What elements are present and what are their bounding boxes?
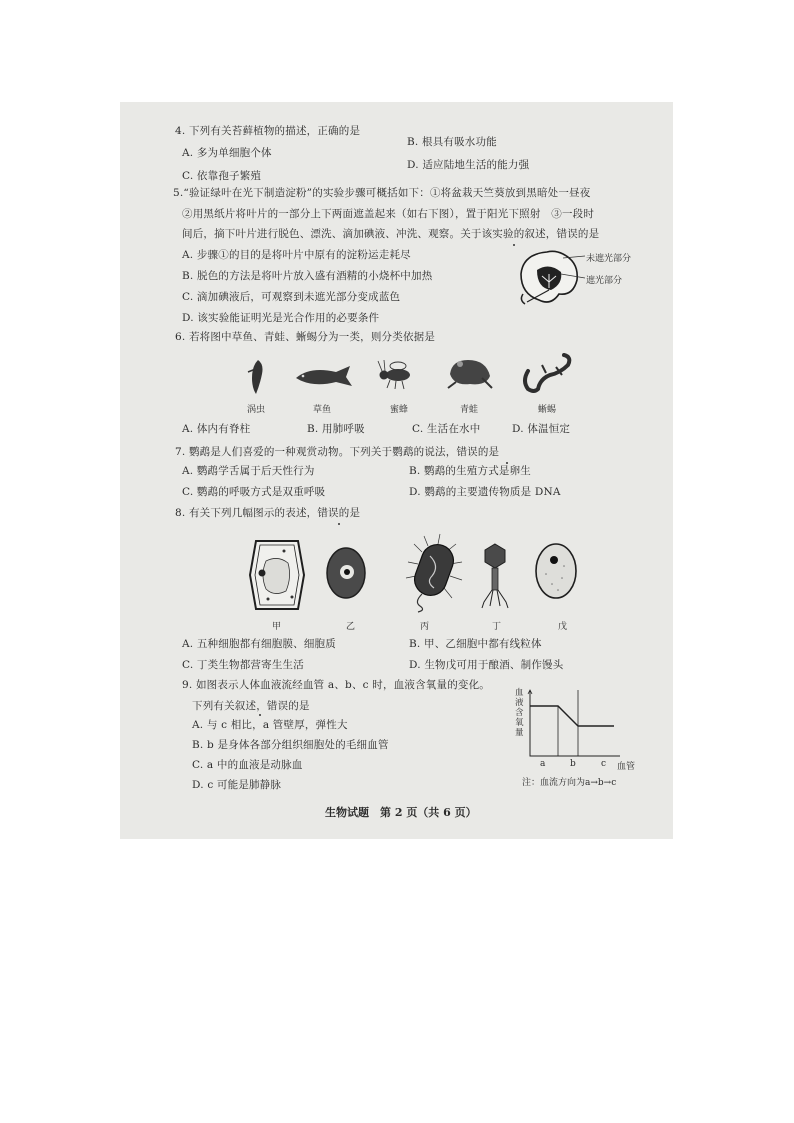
plant-cell-icon — [248, 537, 308, 613]
cell-label-ding: 丁 — [492, 622, 502, 632]
q9-y-axis-label: 血液含氧量 — [515, 688, 524, 738]
animal-label-honeybee: 蜜蜂 — [390, 405, 409, 415]
bacterium-icon — [400, 532, 472, 612]
q5-option-d: D. 该实验能证明光是光合作用的必要条件 — [182, 312, 380, 324]
exam-page — [120, 102, 673, 839]
q4-option-c: C. 依靠孢子繁殖 — [182, 170, 262, 182]
cell-label-bing: 丙 — [420, 622, 430, 632]
q7-option-a: A. 鹦鹉学舌属于后天性行为 — [182, 465, 315, 477]
q6-option-d: D. 体温恒定 — [512, 423, 571, 435]
emphasis-dot — [338, 523, 340, 525]
q4-option-b: B. 根具有吸水功能 — [407, 136, 497, 148]
q9-x-tick-b: b — [570, 759, 576, 769]
lizard-icon — [520, 349, 574, 395]
q9-option-c: C. a 中的血液是动脉血 — [192, 759, 303, 771]
emphasis-dot — [506, 462, 508, 464]
q8-option-a: A. 五种细胞都有细胞膜、细胞质 — [182, 638, 336, 650]
q6-option-a: A. 体内有脊柱 — [182, 423, 251, 435]
q9-option-d: D. c 可能是肺静脉 — [192, 779, 282, 791]
q8-stem: 8. 有关下列几幅图示的表述，错误的是 — [175, 507, 361, 519]
q8-option-d: D. 生物戊可用于酿酒、制作馒头 — [409, 659, 564, 671]
animal-cell-icon — [323, 544, 369, 602]
emphasis-dot — [259, 714, 261, 716]
q9-oxygen-graph — [528, 690, 620, 760]
q9-option-a: A. 与 c 相比，a 管壁厚，弹性大 — [192, 719, 348, 731]
q7-option-b: B. 鹦鹉的生殖方式是卵生 — [409, 465, 531, 477]
honeybee-icon — [372, 357, 416, 391]
q6-stem: 6. 若将图中草鱼、青蛙、蜥蜴分为一类，则分类依据是 — [175, 331, 436, 343]
q9-flow-note: 注：血流方向为a→b→c — [522, 778, 617, 788]
q9-stem-line1: 9. 如图表示人体血液流经血管 a、b、c 时，血液含氧量的变化。 — [182, 679, 490, 691]
q7-option-d: D. 鹦鹉的主要遗传物质是 DNA — [409, 486, 561, 498]
q5-option-c: C. 滴加碘液后，可观察到未遮光部分变成蓝色 — [182, 291, 401, 303]
q5-option-b: B. 脱色的方法是将叶片放入盛有酒精的小烧杯中加热 — [182, 270, 433, 282]
q6-option-b: B. 用肺呼吸 — [307, 423, 365, 435]
page-footer: 生物试题 第 2 页（共 6 页） — [325, 806, 477, 819]
q5-stem-line2: ②用黑纸片将叶片的一部分上下两面遮盖起来（如右下图），置于阳光下照射 ③一段时 — [182, 208, 595, 220]
q9-x-axis-label: 血管 — [617, 762, 636, 772]
cell-label-jia: 甲 — [272, 622, 282, 632]
grass-carp-icon — [292, 364, 358, 390]
q5-stem-line3: 间后，摘下叶片进行脱色、漂洗、滴加碘液、冲洗、观察。关于该实验的叙述，错误的是 — [182, 228, 600, 240]
q7-stem: 7. 鹦鹉是人们喜爱的一种观赏动物。下列关于鹦鹉的说法，错误的是 — [175, 446, 500, 458]
q8-option-b: B. 甲、乙细胞中都有线粒体 — [409, 638, 542, 650]
yeast-cell-icon — [532, 540, 580, 602]
frog-icon — [446, 352, 494, 390]
q9-x-tick-a: a — [540, 759, 546, 769]
label-shaded-part: 遮光部分 — [586, 276, 623, 286]
cell-label-yi: 乙 — [346, 622, 356, 632]
cell-label-wu: 戊 — [558, 622, 568, 632]
q5-stem-line1: 5.“验证绿叶在光下制造淀粉”的实验步骤可概括如下：①将盆栽天竺葵放到黑暗处一昼夜 — [173, 187, 591, 199]
bacteriophage-icon — [480, 542, 510, 610]
leaf-experiment-figure — [515, 244, 595, 312]
q5-option-a: A. 步骤①的目的是将叶片中原有的淀粉运走耗尽 — [182, 249, 411, 261]
animal-label-flatworm: 涡虫 — [247, 405, 266, 415]
q9-option-b: B. b 是身体各部分组织细胞处的毛细血管 — [192, 739, 389, 751]
q9-stem-line2: 下列有关叙述，错误的是 — [192, 700, 310, 712]
q4-option-d: D. 适应陆地生活的能力强 — [407, 159, 530, 171]
flatworm-icon — [244, 358, 274, 396]
q9-x-tick-c: c — [601, 759, 607, 769]
q4-stem: 4. 下列有关苔藓植物的描述，正确的是 — [175, 125, 361, 137]
q8-option-c: C. 丁类生物都营寄生生活 — [182, 659, 304, 671]
q7-option-c: C. 鹦鹉的呼吸方式是双重呼吸 — [182, 486, 326, 498]
animal-label-frog: 青蛙 — [460, 405, 479, 415]
label-unshaded-part: 未遮光部分 — [586, 254, 632, 264]
q4-option-a: A. 多为单细胞个体 — [182, 147, 272, 159]
animal-label-lizard: 蜥蜴 — [538, 405, 557, 415]
q6-option-c: C. 生活在水中 — [412, 423, 481, 435]
animal-label-grass-carp: 草鱼 — [313, 405, 332, 415]
